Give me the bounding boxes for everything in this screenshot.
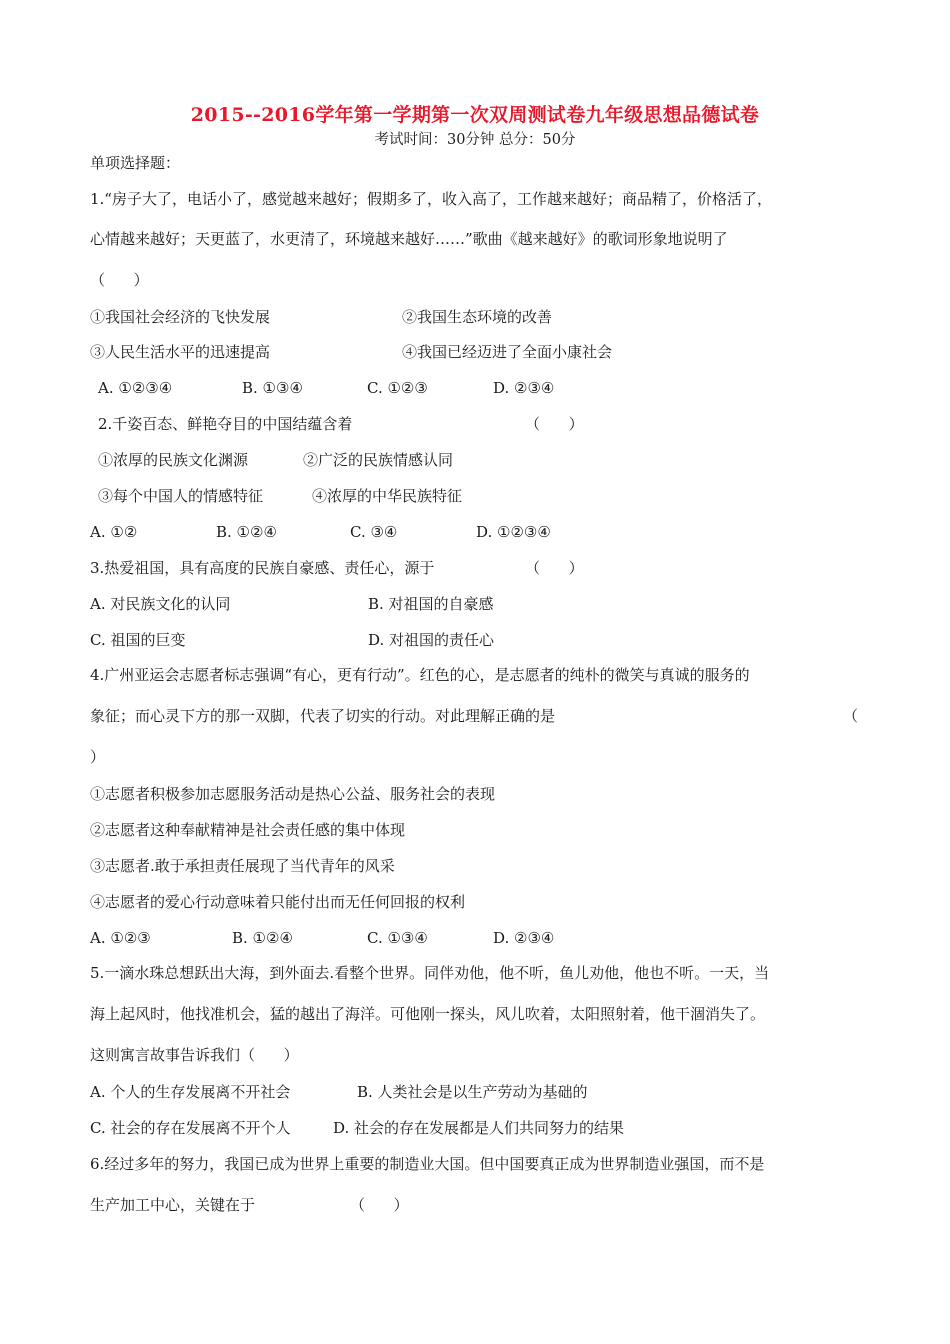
q4-option-a: A. ①②③: [90, 929, 151, 947]
q5-option-a: A. 个人的生存发展离不开社会: [90, 1083, 291, 1101]
q4-option-b: B. ①②④: [232, 929, 293, 947]
q4-paren-open: （: [843, 707, 859, 725]
q2-answer-paren: （ ）: [525, 415, 584, 433]
q4-statement-3: ③志愿者.敢于承担责任展现了当代青年的风采: [90, 857, 395, 875]
q6-answer-paren: （ ）: [350, 1196, 409, 1214]
q2-statement-4: ④浓厚的中华民族特征: [312, 487, 463, 505]
q1-statement-3: ③人民生活水平的迅速提高: [90, 343, 271, 361]
q4-statement-1: ①志愿者积极参加志愿服务活动是热心公益、服务社会的表现: [90, 785, 496, 803]
q2-statement-3: ③每个中国人的情感特征: [98, 487, 264, 505]
q4-option-d: D. ②③④: [493, 929, 555, 947]
q2-option-b: B. ①②④: [216, 523, 277, 541]
q4-paren-close: ）: [90, 748, 106, 766]
q1-stem-line1: 1.“房子大了，电话小了，感觉越来越好；假期多了，收入高了，工作越来越好；商品精了，价格活了，: [90, 190, 772, 208]
q1-option-d: D. ②③④: [493, 379, 555, 397]
q1-stem-line2: 心情越来越好；天更蓝了，水更清了，环境越来越好……”歌曲《越来越好》的歌词形象地说明了: [90, 230, 728, 248]
q3-stem: 3.热爱祖国，具有高度的民族自豪感、责任心，源于: [90, 559, 435, 577]
q2-statement-2: ②广泛的民族情感认同: [303, 451, 454, 469]
q3-option-b: B. 对祖国的自豪感: [368, 595, 494, 613]
q3-answer-paren: （ ）: [525, 559, 584, 577]
q5-option-c: C. 社会的存在发展离不开个人: [90, 1119, 291, 1137]
q2-option-a: A. ①②: [90, 523, 138, 541]
q2-option-d: D. ①②③④: [476, 523, 551, 541]
exam-title: 2015--2016学年第一学期第一次双周测试卷九年级思想品德试卷: [190, 104, 760, 126]
q1-answer-paren: （ ）: [90, 271, 149, 289]
q4-stem-line1: 4.广州亚运会志愿者标志强调“有心，更有行动”。红色的心，是志愿者的纯朴的微笑与真诚的服务的: [90, 666, 750, 684]
q1-statement-4: ④我国已经迈进了全面小康社会: [402, 343, 613, 361]
q4-statement-4: ④志愿者的爱心行动意味着只能付出而无任何回报的权利: [90, 893, 466, 911]
q6-stem-line1: 6.经过多年的努力，我国已成为世界上重要的制造业大国。但中国要真正成为世界制造业强国，而不是: [90, 1155, 765, 1173]
q2-option-c: C. ③④: [350, 523, 398, 541]
q5-stem-line1: 5.一滴水珠总想跃出大海，到外面去.看整个世界。同伴劝他，他不听，鱼儿劝他，他也不听。一天，当: [90, 964, 770, 982]
q3-option-c: C. 祖国的巨变: [90, 631, 186, 649]
exam-subtitle: 考试时间：30分钟 总分：50分: [374, 132, 576, 148]
q1-statement-1: ①我国社会经济的飞快发展: [90, 308, 271, 326]
q1-statement-2: ②我国生态环境的改善: [402, 308, 553, 326]
q3-option-a: A. 对民族文化的认同: [90, 595, 231, 613]
q5-option-d: D. 社会的存在发展都是人们共同努力的结果: [333, 1119, 625, 1137]
q5-option-b: B. 人类社会是以生产劳动为基础的: [357, 1083, 588, 1101]
q1-option-c: C. ①②③: [367, 379, 428, 397]
q6-stem-line2: 生产加工中心，关键在于: [90, 1196, 256, 1214]
q3-option-d: D. 对祖国的责任心: [368, 631, 495, 649]
q2-statement-1: ①浓厚的民族文化渊源: [98, 451, 249, 469]
q1-option-a: A. ①②③④: [98, 379, 173, 397]
q1-option-b: B. ①③④: [242, 379, 303, 397]
section-label: 单项选择题：: [90, 154, 181, 172]
q5-stem-line3: 这则寓言故事告诉我们（ ）: [90, 1046, 299, 1064]
q2-stem: 2.千姿百态、鲜艳夺目的中国结蕴含着: [98, 415, 353, 433]
q4-stem-line2: 象征；而心灵下方的那一双脚，代表了切实的行动。对此理解正确的是: [90, 707, 556, 725]
q5-stem-line2: 海上起风时，他找准机会，猛的越出了海洋。可他刚一探头，风儿吹着，太阳照射着，他干涸消失了。: [90, 1005, 766, 1023]
q4-option-c: C. ①③④: [367, 929, 428, 947]
q4-statement-2: ②志愿者这种奉献精神是社会责任感的集中体现: [90, 821, 406, 839]
